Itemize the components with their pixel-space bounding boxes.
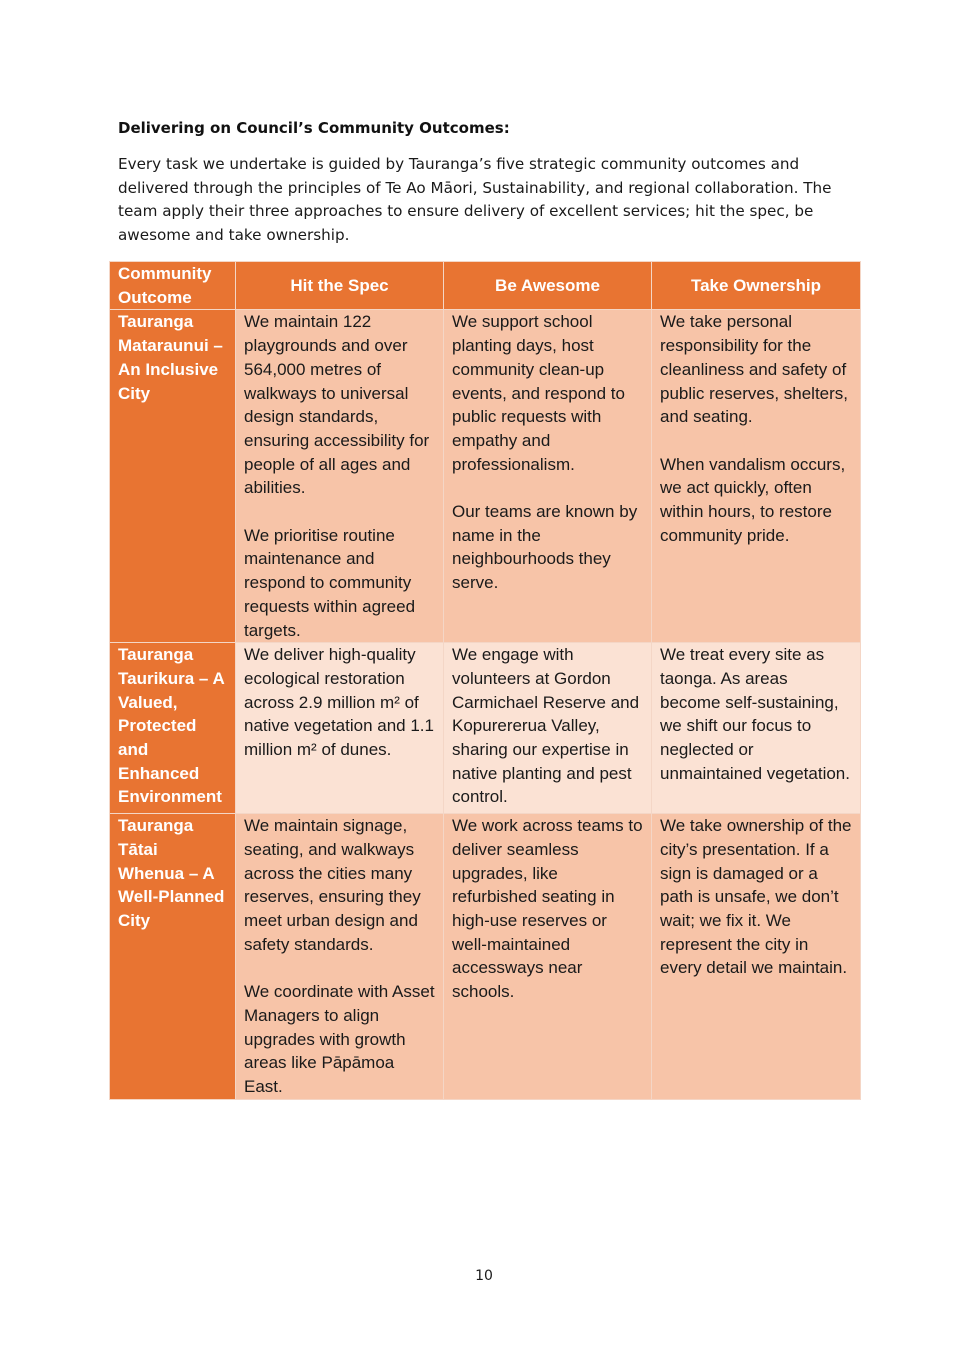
- cell-paragraph: We support school planting days, host community clean-up events, and respond to public requests with empathy and professionalism.: [452, 312, 625, 474]
- page-number: 10: [475, 1268, 493, 1284]
- take-ownership-cell: [652, 814, 861, 1099]
- outcome-cell: Tauranga Taurikura – A Valued, Protected and Enhanced Environment: [110, 643, 236, 814]
- header-be-awesome: Be Awesome: [444, 262, 652, 310]
- be-awesome-cell: [444, 814, 652, 1099]
- section-heading: Delivering on Council’s Community Outcomes:: [118, 119, 510, 137]
- cell-paragraph: We engage with volunteers at Gordon Carmichael Reserve and Kopurererua Valley, sharing our expertise in native planting and pest control.: [452, 645, 640, 807]
- outcome-cell: Tauranga Mataraunui – An Inclusive City: [110, 310, 236, 643]
- be-awesome-cell: [444, 643, 652, 814]
- cell-paragraph: We maintain signage, seating, and walkways across the cities many reserves, ensuring they meet urban design and safety standards.: [244, 816, 421, 954]
- header-hit-the-spec: Hit the Spec: [236, 262, 444, 310]
- cell-paragraph: We coordinate with Asset Managers to align upgrades with growth areas like Pāpāmoa East.: [244, 982, 435, 1096]
- header-community-outcome: Community Outcome: [110, 262, 236, 310]
- cell-paragraph: We deliver high-quality ecological restoration across 2.9 million m² of native vegetation and 1.1 million m² of dunes.: [244, 645, 434, 760]
- intro-paragraph: Every task we undertake is guided by Tauranga’s five strategic community outcomes and delivered through the principles of Te Ao Māori, Sustainability, and regional collaboration. The team apply their three approaches to ensure delivery of excellent services; hit the spec, be awesome and take ownership.: [118, 155, 832, 245]
- table-header-row: [110, 262, 861, 310]
- header-take-ownership: Take Ownership: [652, 262, 861, 310]
- outcome-cell: Tauranga Tātai Whenua – A Well-Planned City: [110, 814, 236, 1099]
- cell-paragraph: We maintain 122 playgrounds and over 564,000 metres of walkways to universal design standards, ensuring accessibility for people of all ages and abilities.: [244, 312, 430, 498]
- community-outcomes-table: [109, 261, 861, 1100]
- hit-spec-cell: [236, 643, 444, 814]
- hit-spec-cell: [236, 814, 444, 1099]
- cell-paragraph: We treat every site as taonga. As areas become self-sustaining, we shift our focus to neglected or unmaintained vegetation.: [660, 645, 850, 783]
- cell-paragraph: We prioritise routine maintenance and respond to community requests within agreed targets.: [244, 525, 416, 640]
- take-ownership-cell: [652, 310, 861, 643]
- cell-paragraph: We take ownership of the city’s presentation. If a sign is damaged or a path is unsafe, we don’t wait; we fix it. We represent the city in every detail we maintain.: [660, 816, 852, 978]
- cell-paragraph: When vandalism occurs, we act quickly, often within hours, to restore community pride.: [660, 454, 846, 545]
- table-row: [110, 814, 861, 1099]
- hit-spec-cell: [236, 310, 444, 643]
- cell-paragraph: Our teams are known by name in the neighbourhoods they serve.: [452, 502, 638, 593]
- cell-paragraph: We take personal responsibility for the cleanliness and safety of public reserves, shelters, and seating.: [660, 312, 849, 427]
- table-row: [110, 310, 861, 643]
- cell-paragraph: We work across teams to deliver seamless upgrades, like refurbished seating in high-use reserves or well-maintained accessways near schools.: [452, 816, 643, 1002]
- table-row: [110, 643, 861, 814]
- be-awesome-cell: [444, 310, 652, 643]
- take-ownership-cell: [652, 643, 861, 814]
